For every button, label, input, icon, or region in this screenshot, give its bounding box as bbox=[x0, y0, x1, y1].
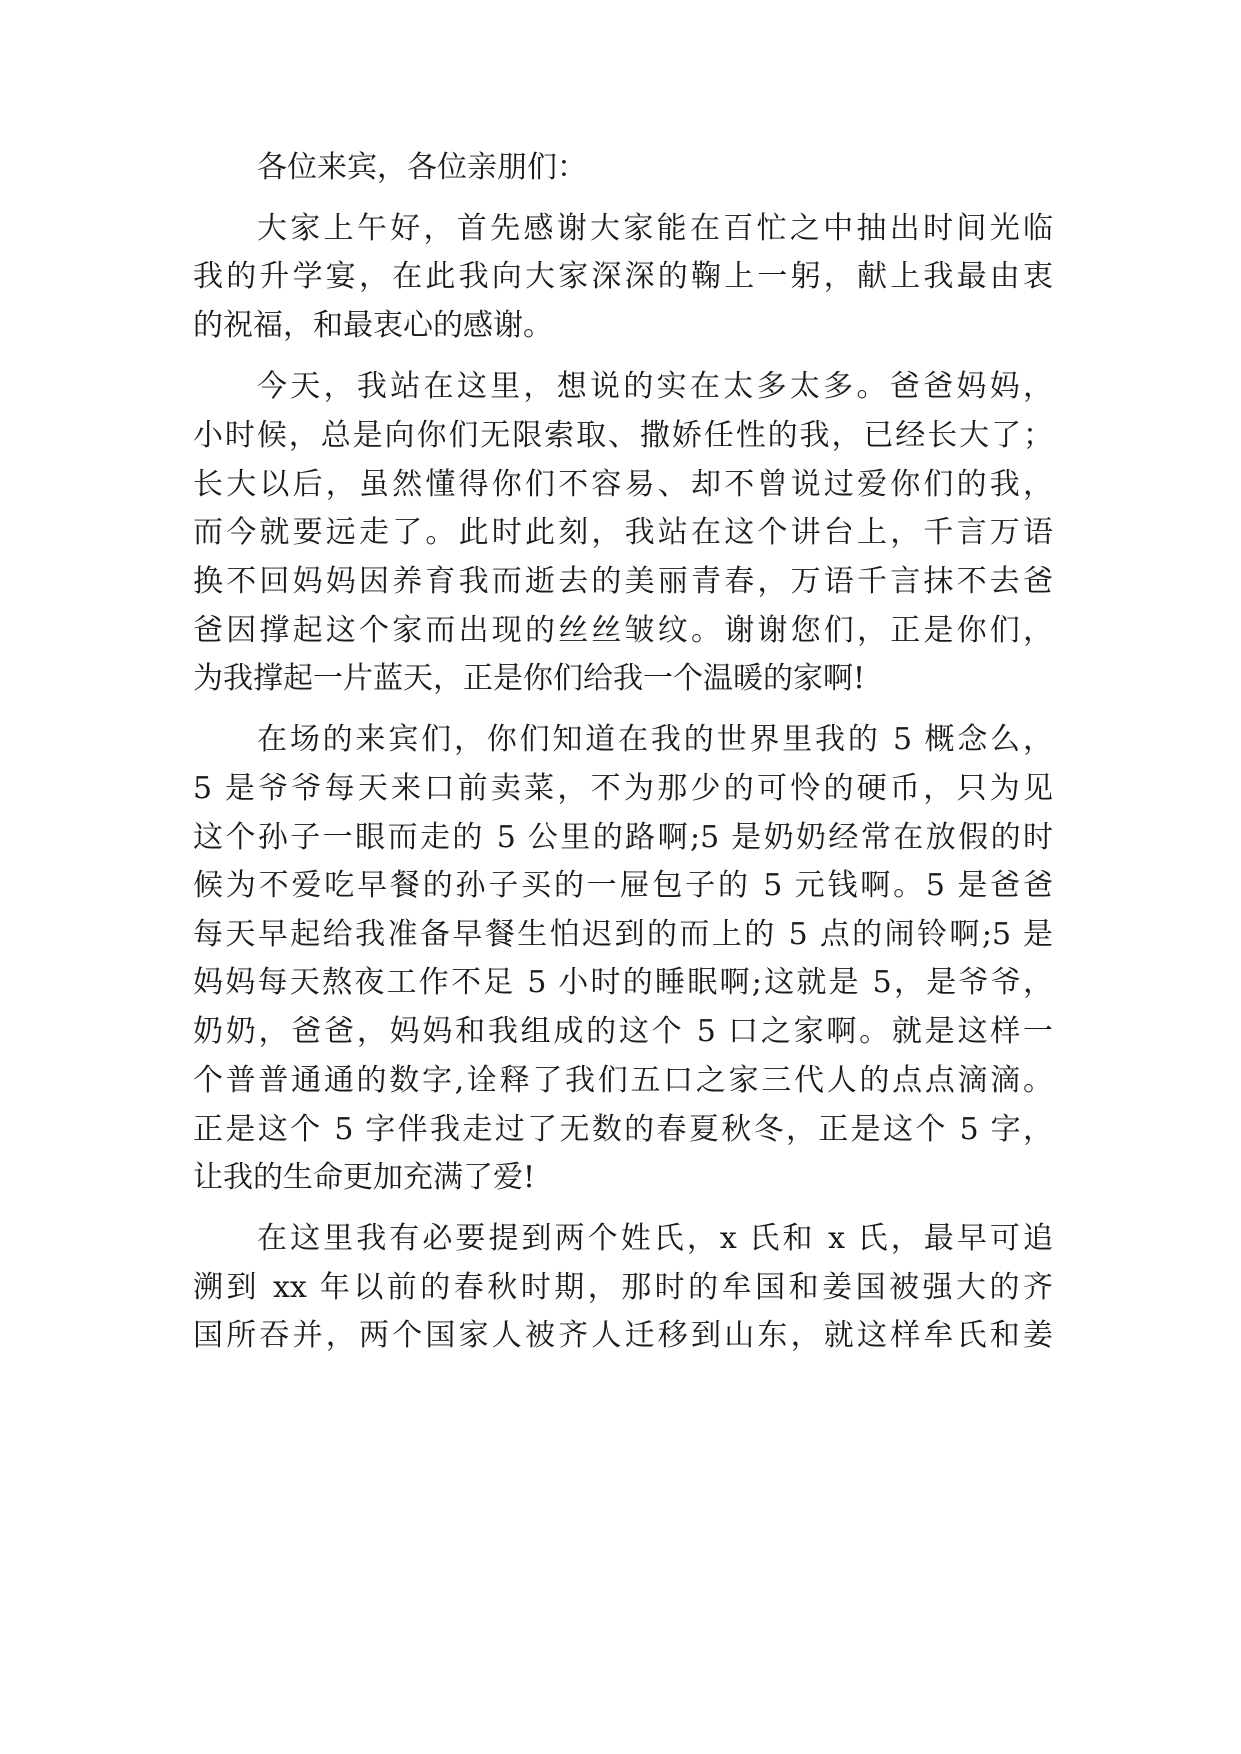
text-line: 候为不爱吃早餐的孙子买的一屉包子的 5 元钱啊。5 是爸爸 bbox=[193, 868, 1053, 903]
text-line: 这个孙子一眼而走的 5 公里的路啊;5 是奶奶经常在放假的时 bbox=[193, 820, 1053, 855]
text-line: 换不回妈妈因养育我而逝去的美丽青春，万语千言抹不去爸 bbox=[193, 564, 1053, 599]
text-line: 奶奶，爸爸，妈妈和我组成的这个 5 口之家啊。就是这样一 bbox=[193, 1014, 1053, 1049]
text-line: 5 是爷爷每天来口前卖菜，不为那少的可怜的硬币，只为见 bbox=[193, 771, 1053, 806]
salutation-line: 各位来宾，各位亲朋们： bbox=[257, 150, 587, 185]
text-line: 的祝福，和最衷心的感谢。 bbox=[193, 308, 553, 343]
text-line: 为我撑起一片蓝天，正是你们给我一个温暖的家啊! bbox=[193, 661, 866, 696]
text-line: 在这里我有必要提到两个姓氏，x 氏和 x 氏，最早可追 bbox=[257, 1221, 1053, 1256]
text-line: 大家上午好，首先感谢大家能在百忙之中抽出时间光临 bbox=[257, 211, 1053, 246]
text-line: 而今就要远走了。此时此刻，我站在这个讲台上，千言万语 bbox=[193, 515, 1053, 550]
text-line: 在场的来宾们，你们知道在我的世界里我的 5 概念么， bbox=[257, 722, 1053, 757]
text-line: 每天早起给我准备早餐生怕迟到的而上的 5 点的闹铃啊;5 是 bbox=[193, 917, 1053, 952]
text-line: 今天，我站在这里，想说的实在太多太多。爸爸妈妈， bbox=[257, 369, 1053, 404]
text-line: 我的升学宴，在此我向大家深深的鞠上一躬，献上我最由衷 bbox=[193, 259, 1053, 294]
text-line: 爸因撑起这个家而出现的丝丝皱纹。谢谢您们，正是你们， bbox=[193, 613, 1053, 648]
text-line: 溯到 xx 年以前的春秋时期，那时的牟国和姜国被强大的齐 bbox=[193, 1270, 1053, 1305]
text-line: 国所吞并，两个国家人被齐人迁移到山东，就这样牟氏和姜 bbox=[193, 1318, 1053, 1353]
text-line: 长大以后，虽然懂得你们不容易、却不曾说过爱你们的我， bbox=[193, 467, 1053, 502]
text-line: 小时候，总是向你们无限索取、撒娇任性的我，已经长大了； bbox=[193, 418, 1053, 453]
text-line: 妈妈每天熬夜工作不足 5 小时的睡眠啊;这就是 5，是爷爷， bbox=[193, 965, 1053, 1000]
text-line: 个普普通通的数字,诠释了我们五口之家三代人的点点滴滴。 bbox=[193, 1063, 1053, 1098]
text-line: 正是这个 5 字伴我走过了无数的春夏秋冬，正是这个 5 字， bbox=[193, 1112, 1053, 1147]
text-line: 让我的生命更加充满了爱! bbox=[193, 1160, 536, 1195]
